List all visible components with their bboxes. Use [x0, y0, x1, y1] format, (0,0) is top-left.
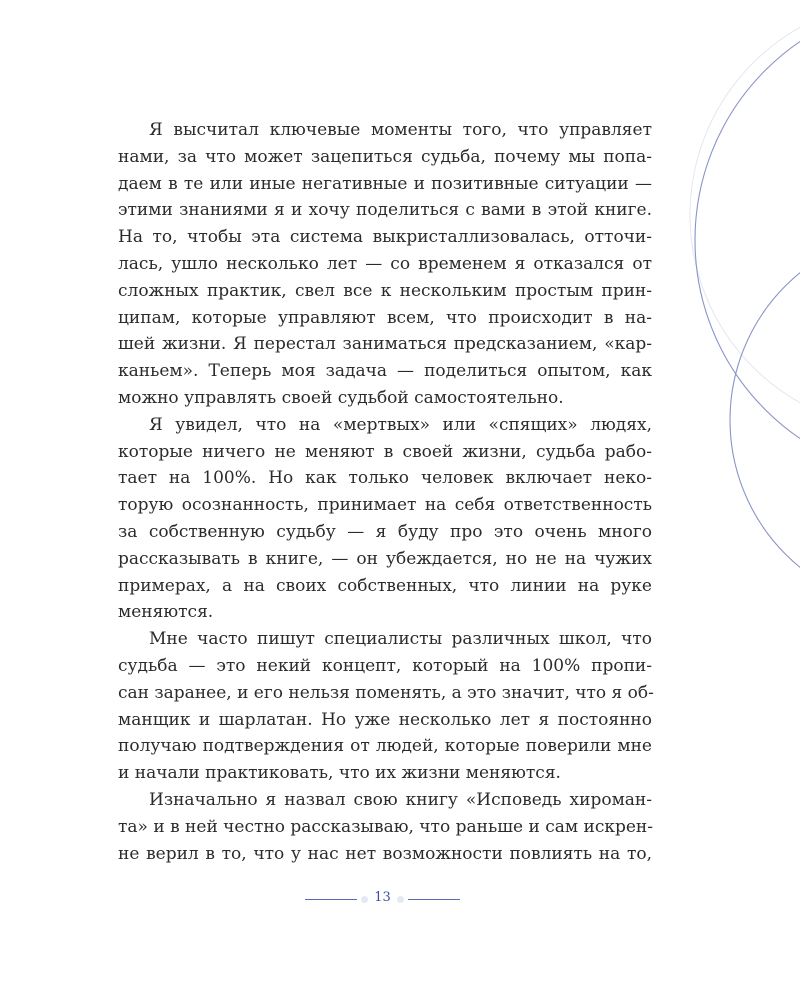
text-line: сложных практик, свел все к нескольким простым прин-: [118, 280, 652, 301]
paragraph: [118, 412, 652, 626]
text-line: лась, ушло несколько лет — со временем я отказался от: [118, 253, 652, 274]
deco-circle-outer: [690, 0, 800, 430]
deco-circle-lower: [730, 230, 800, 610]
text-line: сан заранее, и его нельзя поменять, а это значит, что я об-: [118, 682, 654, 703]
text-line: На то, чтобы эта система выкристаллизовалась, отточи-: [118, 227, 652, 248]
deco-circle-upper: [695, 0, 800, 480]
paragraph: [118, 626, 652, 787]
paragraph: [118, 787, 652, 867]
text-line: за собственную судьбу — я буду про это очень много: [118, 521, 652, 542]
text-line: которые ничего не меняют в своей жизни, судьба рабо-: [118, 441, 652, 462]
text-line: меняются.: [118, 602, 214, 623]
text-line: Мне часто пишут специалисты различных школ, что: [149, 629, 652, 650]
text-line: Я высчитал ключевые моменты того, что управляет: [149, 120, 652, 140]
body-text: [118, 117, 652, 867]
text-line: тает на 100%. Но как только человек включает неко-: [118, 468, 652, 489]
paragraph: [118, 117, 652, 412]
text-line: каньем». Теперь моя задача — поделиться опытом, как: [118, 361, 652, 382]
text-line: можно управлять своей судьбой самостоятельно.: [118, 387, 564, 408]
text-line: торую осознанность, принимает на себя ответственность: [118, 495, 652, 516]
text-line: шей жизни. Я перестал заниматься предсказанием, «кар-: [118, 334, 652, 355]
text-line: нами, за что может зацепиться судьба, почему мы попа-: [118, 146, 652, 167]
page-folio: [305, 888, 460, 912]
text-line: Я увидел, что на «мертвых» или «спящих» людях,: [149, 414, 652, 435]
text-line: судьба — это некий концепт, который на 100% пропи-: [118, 655, 652, 676]
text-line: этими знаниями я и хочу поделиться с вами в этой книге.: [118, 200, 652, 221]
text-line: та» и в ней честно рассказываю, что раньше и сам искрен-: [118, 816, 653, 837]
text-line: рассказывать в книге, — он убеждается, но не на чужих: [118, 548, 652, 569]
text-line: даем в те или иные негативные и позитивные ситуации —: [118, 173, 652, 194]
text-line: не верил в то, что у нас нет возможности повлиять на то,: [118, 843, 652, 864]
text-line: Изначально я назвал свою книгу «Исповедь хироман-: [149, 789, 652, 810]
folio-rule-right: [408, 899, 460, 900]
folio-dot-right: [397, 896, 404, 903]
text-line: ципам, которые управляют всем, что происходит в на-: [118, 307, 652, 328]
text-line: получаю подтверждения от людей, которые поверили мне: [118, 736, 652, 757]
page-number: 13: [374, 890, 391, 905]
text-line: и начали практиковать, что их жизни меняются.: [118, 763, 561, 784]
text-line: примерах, а на своих собственных, что линии на руке: [118, 575, 652, 596]
text-line: манщик и шарлатан. Но уже несколько лет я постоянно: [118, 709, 652, 730]
